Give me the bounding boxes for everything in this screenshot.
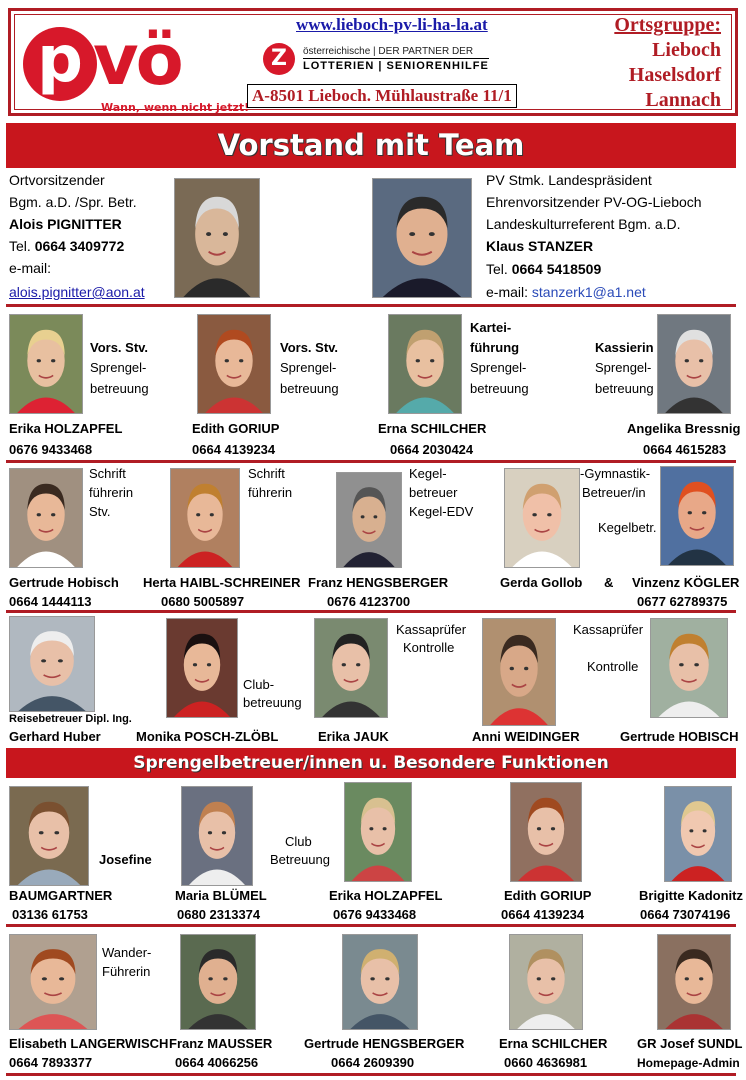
ortsgruppe-lieboch: Lieboch [652,39,721,61]
person-name: Gerda Gollob [500,575,583,590]
lotterien-word: LOTTERIEN [303,60,375,72]
honorary-email-label: e-mail: [486,284,529,300]
portrait-photo [482,618,556,726]
person-name: Edith GORIUP [192,421,280,436]
honorary-email-line [486,281,646,303]
role-kartei: Kartei- [470,320,512,335]
chair-tel-line [9,235,124,257]
divider [6,304,736,307]
portrait-photo [180,934,256,1030]
honorary-title: Ehrenvorsitzender PV-OG-Lieboch [486,194,702,210]
portrait-photo [9,314,83,414]
person-tel: 0676 4123700 [327,594,411,609]
person-tel: 0664 7893377 [9,1055,93,1070]
person-tel: 0664 2609390 [331,1055,415,1070]
betreuung-label: betreuung [280,381,339,396]
chair-title: Bgm. a.D. /Spr. Betr. [9,194,137,210]
person-tel: 0676 9433468 [9,442,93,457]
role-edith-goriup: Vors. Stv. [280,340,339,355]
ortsgruppe-haselsdorf: Haselsdorf [628,64,721,86]
portrait-photo [197,314,271,414]
person-name: Franz MAUSSER [169,1036,273,1051]
portrait-photo [510,782,582,882]
sprengel-label: Sprengel- [470,360,527,375]
person-tel: 0660 4636981 [504,1055,588,1070]
role-fuehrung: führung [470,340,520,355]
person-name: Edith GORIUP [504,888,592,903]
person-name: Elisabeth LANGERWISCH [9,1036,169,1051]
role-fuehrerin: führerin [89,485,134,500]
honorary-tel-line [486,258,601,280]
portrait-photo [344,782,412,882]
person-name: Erika JAUK [318,729,389,744]
portrait-photo [664,786,732,882]
chair-email-label: e-mail: [9,260,52,276]
role-club: Club- [243,677,275,692]
chair-email-link[interactable]: alois.pignitter@aon.at [9,284,145,300]
ortsgruppe [614,13,721,113]
betreuung-label: betreuung [470,381,529,396]
person-name: BAUMGARTNER [9,888,113,903]
lotterien-seniorenhilfe: SENIORENHILFE [386,60,489,72]
person-tel: 0664 73074196 [640,907,731,922]
lotterien-line2: LOTTERIEN | SENIORENHILFE [303,60,489,72]
lotterien-logo [263,43,563,75]
person-name: Maria BLÜMEL [175,888,267,903]
person-name: Anni WEIDINGER [472,729,580,744]
address: A-8501 Lieboch. Mühlaustraße 11/1 [247,84,517,108]
portrait-photo [170,468,240,568]
role-schrift: Schrift [248,466,285,481]
portrait-photo [181,786,253,886]
role-reisebetreuer: Reisebetreuer Dipl. Ing. [9,713,132,725]
role-kegel: Kegel- [409,466,447,481]
person-role-homepage-admin: Homepage-Admin [637,1056,740,1070]
person-tel: 0664 4139234 [192,442,276,457]
person-tel: 0680 2313374 [177,907,261,922]
person-name: Erika HOLZAPFEL [329,888,443,903]
divider [6,924,736,927]
person-name: Franz HENGSBERGER [308,575,449,590]
lotterien-icon: Z [263,43,295,75]
ampersand: & [604,575,614,590]
person-tel: 0664 4066256 [175,1055,259,1070]
sprengel-label: Sprengel- [595,360,652,375]
sprengel-label: Sprengel- [280,360,337,375]
role-betreuer-in: Betreuer/in [582,485,646,500]
role-kontrolle: Kontrolle [587,659,639,674]
person-tel: 03136 61753 [12,907,88,922]
role-stv: Stv. [89,504,111,519]
portrait-photo [660,466,734,566]
role-erika-holzapfel: Vors. Stv. [90,340,149,355]
portrait-photo [336,472,402,568]
portrait-photo [9,616,95,712]
portrait-photo [314,618,388,718]
role-betreuung: betreuung [243,695,302,710]
role-schrift: Schrift [89,466,126,481]
portrait-photo [388,314,462,414]
role-wander: Wander- [102,945,152,960]
honorary-email-link[interactable]: stanzerk1@a1.net [531,284,646,300]
slogan: Wann, wenn nicht jetzt! [101,101,250,114]
person-name: Gertrude HENGSBERGER [304,1036,465,1051]
role-kegelbetreuer: betreuer [409,485,458,500]
banner-vorstand: Vorstand mit Team [6,123,736,168]
portrait-photo [372,178,472,298]
pvo-logo-vo: vö [93,19,181,101]
person-tel: 0680 5005897 [161,594,245,609]
person-name: Herta HAIBL-SCHREINER [143,575,301,590]
lotterien-partner: DER PARTNER DER [378,46,474,57]
portrait-photo [657,934,731,1030]
person-name: Erna SCHILCHER [499,1036,608,1051]
first-name-josefine: Josefine [99,852,152,867]
pvo-logo-p: p [23,27,97,101]
website-link[interactable]: www.lieboch-pv-li-ha-la.at [296,15,488,34]
divider [6,460,736,463]
role-kassapruefer: Kassaprüfer [573,622,644,637]
sprengel-label: Sprengel- [90,360,147,375]
person-tel: 0676 9433468 [333,907,417,922]
person-name: Gertrude HOBISCH [620,729,739,744]
portrait-photo [174,178,260,298]
ortsgruppe-title: Ortsgruppe: [614,14,721,36]
divider [6,1073,736,1076]
betreuung-label: betreuung [595,381,654,396]
person-tel: 0664 4139234 [501,907,585,922]
role-betreuung: Betreuung [270,852,330,867]
person-tel: 0664 1444113 [9,594,92,609]
portrait-photo [9,786,89,886]
ortsgruppe-lannach: Lannach [645,89,721,111]
person-tel: 0664 4615283 [643,442,727,457]
person-name: Monika POSCH-ZLÖBL [136,729,279,744]
honorary-tel: 0664 5418509 [511,261,602,277]
pvo-logo [21,19,250,114]
honorary-title2: Landeskulturreferent Bgm. a.D. [486,216,681,232]
role-gymnastik: -Gymnastik- [580,466,651,481]
chair-tel-label: Tel. [9,238,31,254]
role-kegelbetr: Kegelbetr. [598,520,657,535]
role-kontrolle: Kontrolle [403,640,455,655]
person-tel: 0664 2030424 [390,442,474,457]
person-name: GR Josef SUNDL [637,1036,743,1051]
portrait-photo [504,468,580,568]
portrait-photo [342,934,418,1030]
role-kegel-edv: Kegel-EDV [409,504,474,519]
betreuung-label: betreuung [90,381,149,396]
person-name: Angelika Bressnig [627,421,741,436]
honorary-tel-label: Tel. [486,261,508,277]
honorary-role: PV Stmk. Landespräsident [486,172,652,188]
portrait-photo [9,468,83,568]
person-name: Erika HOLZAPFEL [9,421,123,436]
role-club: Club [285,834,312,849]
person-tel: 0677 62789375 [637,594,728,609]
header [8,8,738,116]
person-name: Erna SCHILCHER [378,421,487,436]
role-fuehrerin: Führerin [102,964,151,979]
role-kassapruefer: Kassaprüfer [396,622,467,637]
lotterien-oesterreichische: österreichische [303,46,371,57]
person-name: Brigitte Kadonitz [639,888,743,903]
person-name: Vinzenz KÖGLER [632,575,740,590]
person-name: Gerhard Huber [9,729,101,744]
portrait-photo [9,934,97,1030]
honorary-name: Klaus STANZER [486,238,594,254]
role-fuehrerin: führerin [248,485,293,500]
person-name: Gertrude Hobisch [9,575,119,590]
chair-tel: 0664 3409772 [34,238,125,254]
chair-role: Ortvorsitzender [9,172,105,188]
portrait-photo [166,618,238,718]
chair-name: Alois PIGNITTER [9,216,122,232]
portrait-photo [509,934,583,1030]
portrait-photo [657,314,731,414]
lotterien-line1: österreichische | DER PARTNER DER [303,46,474,57]
banner-sprengelbetreuer: Sprengelbetreuer/innen u. Besondere Funktionen [6,748,736,778]
portrait-photo [650,618,728,718]
divider [6,610,736,613]
role-kassierin: Kassierin [595,340,654,355]
